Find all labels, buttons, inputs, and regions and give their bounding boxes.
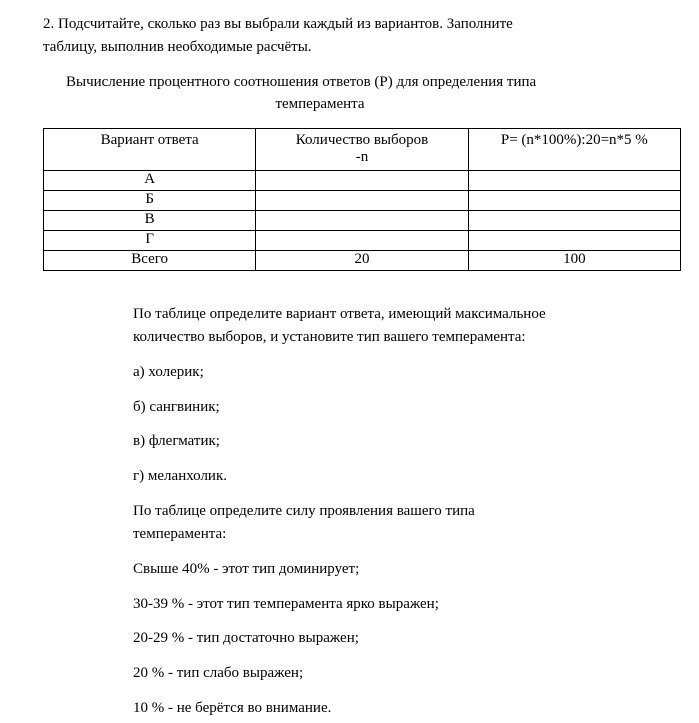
- header-percent-formula: Р= (n*100%):20=n*5 %: [468, 129, 680, 171]
- option-item: в) флегматик;: [133, 433, 220, 449]
- table-cell: [256, 191, 468, 211]
- header-choice-count-sub: -n: [355, 149, 369, 165]
- table-cell: Б: [44, 191, 256, 211]
- option-item: г) меланхолик.: [133, 468, 227, 484]
- table-cell: А: [44, 171, 256, 191]
- table-row: [44, 231, 681, 251]
- level-item: 30-39 % - этот тип темперамента ярко выражен;: [133, 596, 439, 612]
- instruction-1-line-2: количество выборов, и установите тип вашего темперамента:: [133, 329, 526, 345]
- instruction-2-line-1: По таблице определите силу проявления вашего типа: [133, 503, 475, 519]
- table-cell: [468, 171, 680, 191]
- table-cell: 20: [256, 251, 468, 271]
- level-item: 20-29 % - тип достаточно выражен;: [133, 630, 359, 646]
- table-row: [44, 191, 681, 211]
- level-item: 10 % - не берётся во внимание.: [133, 700, 332, 716]
- table-cell: [468, 191, 680, 211]
- table-cell: [468, 211, 680, 231]
- table-cell: 100: [468, 251, 680, 271]
- table-cell: В: [44, 211, 256, 231]
- header-answer-variant: Вариант ответа: [44, 129, 256, 171]
- table-title-line-2: темперамента: [275, 96, 365, 112]
- level-item: Свыше 40% - этот тип доминирует;: [133, 561, 360, 577]
- table-row: [44, 171, 681, 191]
- instruction-2-line-2: темперамента:: [133, 526, 227, 542]
- table-cell: [468, 231, 680, 251]
- level-item: 20 % - тип слабо выражен;: [133, 665, 304, 681]
- table-header-row: [44, 129, 681, 171]
- task-line-2: таблицу, выполнив необходимые расчёты.: [43, 39, 312, 55]
- task-line-1: 2. Подсчитайте, сколько раз вы выбрали каждый из вариантов. Заполните: [43, 16, 513, 32]
- table-cell: [256, 171, 468, 191]
- option-item: а) холерик;: [133, 364, 204, 380]
- table-cell: Г: [44, 231, 256, 251]
- instruction-1-line-1: По таблице определите вариант ответа, имеющий максимальное: [133, 306, 546, 322]
- table-total-row: [44, 251, 681, 271]
- table-cell: [256, 211, 468, 231]
- table-cell: Всего: [44, 251, 256, 271]
- table-row: [44, 211, 681, 231]
- option-item: б) сангвиник;: [133, 399, 220, 415]
- table-title-line-1: Вычисление процентного соотношения ответов (Р) для определения типа: [66, 74, 537, 90]
- header-choice-count-label: Количество выборов: [295, 132, 429, 148]
- table-cell: [256, 231, 468, 251]
- header-choice-count: [256, 129, 468, 171]
- results-table: [43, 128, 681, 271]
